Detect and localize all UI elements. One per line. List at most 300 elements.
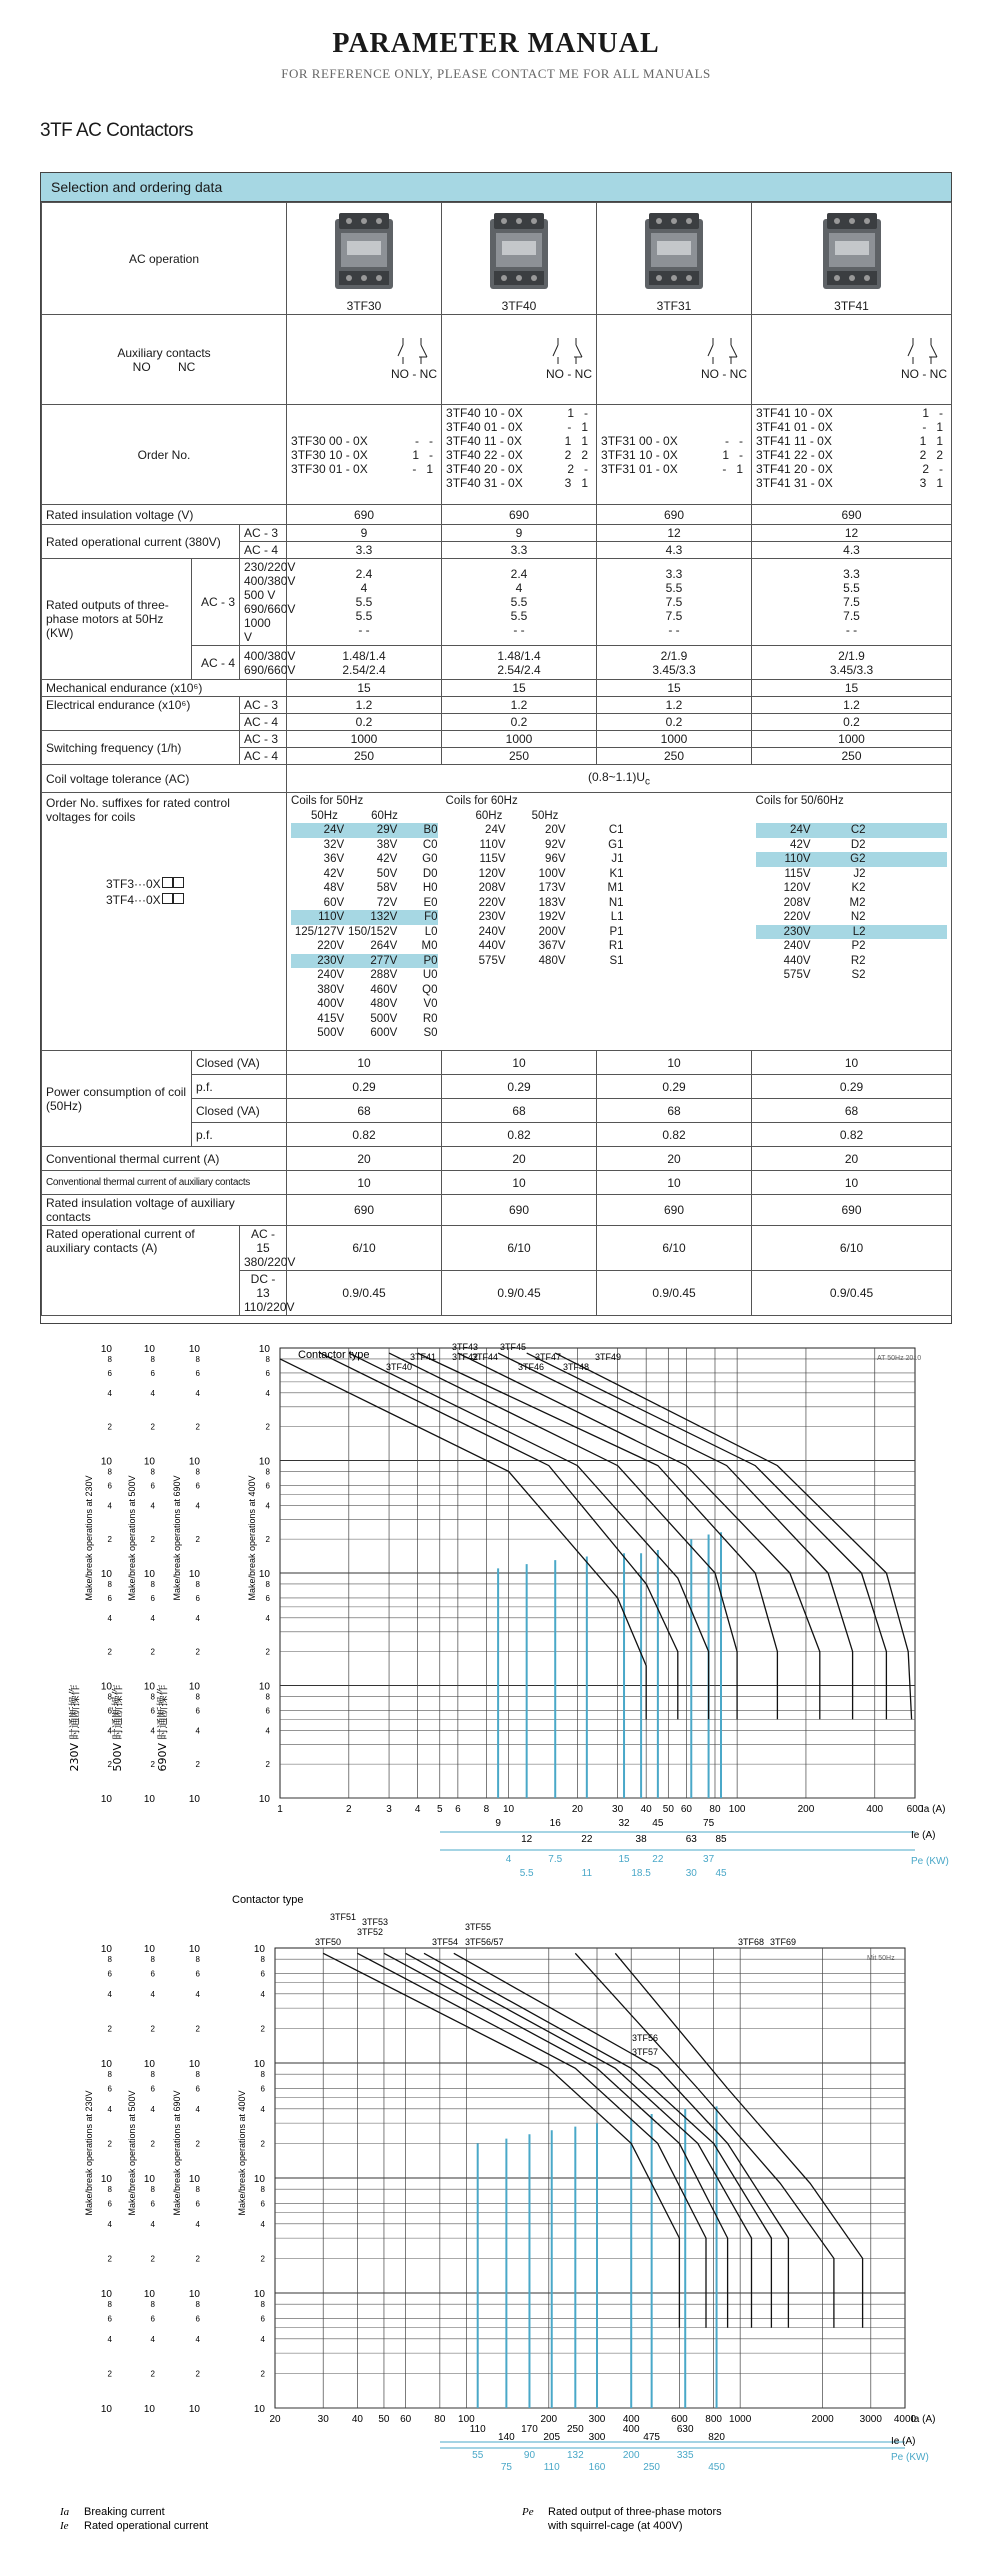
aux-config: 3 1: [564, 476, 589, 490]
coil-voltage: 367V: [538, 940, 566, 952]
order-code: 3TF4···0X: [106, 893, 161, 907]
footnote-pe2: with squirrel-cage (at 400V): [548, 2520, 683, 2532]
aux-config: 1 -: [922, 406, 944, 420]
y-tick-label: 10: [100, 1569, 112, 1580]
y-tick-label: 4: [265, 1501, 270, 1511]
y-tick-label: 8: [150, 2300, 155, 2310]
selection-panel: [40, 172, 952, 1324]
coil-tolerance-label: Coil voltage tolerance (AC): [46, 771, 190, 786]
y-tick-label: 2: [107, 2369, 112, 2379]
y-tick-label: 6: [260, 2084, 265, 2094]
y-tick-label: 8: [107, 1692, 112, 1702]
y-tick-label: 10: [188, 1681, 200, 1693]
value: 5.5: [355, 595, 373, 609]
coil-voltage: 60V: [323, 896, 345, 909]
coils-5060-header: Coils for 50/60Hz: [755, 795, 844, 807]
y-tick-label: 2: [107, 2254, 112, 2264]
coils-50-header: Coils for 50Hz: [291, 795, 364, 807]
coil-code: C0: [422, 838, 438, 851]
y-tick-label: 10: [253, 2059, 265, 2070]
aux-contacts-label: Auxiliary contacts: [117, 345, 211, 360]
y-tick-label: 6: [260, 2199, 265, 2209]
value: 1.2: [665, 698, 683, 712]
x-tick-label: 300: [588, 2414, 606, 2425]
coil-row: [756, 939, 948, 954]
dc13-label: DC - 13: [250, 1272, 276, 1300]
value: 5.5: [665, 581, 683, 595]
aux-config: 1 1: [564, 434, 589, 448]
coil-voltage: 500V: [370, 1012, 398, 1025]
x-tick-label: 20: [269, 2414, 281, 2425]
order-number: 3TF41 31 - 0X: [756, 476, 833, 490]
y-tick-label: 4: [150, 2219, 155, 2229]
coil-code: P1: [609, 925, 624, 938]
coil-code: N2: [850, 911, 866, 923]
table-row: [42, 793, 952, 1051]
coil-voltage: 42V: [790, 838, 811, 851]
y-tick-label: 2: [195, 1760, 200, 1770]
y-tick-label: 4: [260, 1989, 265, 1999]
ie-tick-label: 110: [469, 2424, 486, 2435]
y-tick-label: 4: [260, 2104, 265, 2114]
coil-voltage: 208V: [783, 896, 811, 909]
switching-freq-label: Switching frequency (1/h): [46, 740, 182, 755]
value: 5.5: [510, 609, 528, 623]
x-tick-label: 30: [612, 1804, 624, 1815]
y-tick-label: 10: [143, 2174, 155, 2185]
coil-row: [291, 910, 438, 925]
voltage: 400/380V: [244, 574, 296, 588]
table-row: [42, 1171, 952, 1195]
pe-tick-label: 18.5: [631, 1868, 651, 1879]
coil-voltage: 24V: [790, 824, 811, 836]
y-tick-label: 8: [260, 2300, 265, 2310]
coil-code: L2: [852, 925, 866, 938]
coil-code: S2: [851, 969, 866, 981]
y-tick-label: 6: [195, 1593, 200, 1603]
y-tick-label: 10: [100, 2289, 112, 2300]
y-tick-label: 10: [258, 1344, 270, 1355]
chart-note: AT 50Hz 2010: [877, 1355, 922, 1362]
coil-voltage: 208V: [478, 882, 506, 894]
value: 4: [515, 581, 523, 595]
y-tick-label: 8: [150, 1467, 155, 1477]
contactor-image: [639, 211, 709, 295]
y-axis-chinese-label: 500V 时通断操作: [111, 1684, 124, 1772]
value: 68: [844, 1103, 859, 1118]
x-tick-label: 3000: [859, 2414, 882, 2425]
coil-row: [291, 881, 438, 896]
coil-row: [291, 896, 438, 911]
ac3-label: AC - 3: [200, 595, 235, 609]
y-axis-title: Make/break operations at 500V: [127, 1475, 137, 1601]
ac4-label: AC - 4: [200, 655, 235, 670]
no-nc-label: NO - NC: [701, 367, 748, 381]
table-row: [42, 1147, 952, 1171]
footnote-ie-symbol: Ie: [60, 2520, 69, 2532]
y-tick-label: 6: [107, 2084, 112, 2094]
y-tick-label: 4: [150, 1726, 155, 1736]
y-tick-label: 10: [143, 1456, 155, 1468]
power-consumption-label: Power consumption of coil (50Hz): [46, 1084, 187, 1113]
x-tick-label: 600: [906, 1804, 924, 1815]
ie-axis-label: Ie (A): [891, 2436, 916, 2447]
y-tick-label: 4: [195, 1388, 200, 1398]
coil-code: K2: [851, 882, 866, 894]
value: 10: [844, 1055, 859, 1070]
value: - -: [358, 623, 370, 637]
coil-row: [756, 910, 948, 925]
y-tick-label: 10: [100, 1681, 112, 1693]
voltage: 690/660V: [244, 602, 296, 616]
value: 7.5: [843, 609, 860, 623]
x-tick-label: 40: [640, 1804, 652, 1815]
contactor-image: [329, 211, 399, 295]
contactor-type-name: 3TF41: [410, 1352, 437, 1362]
page-header: [0, 28, 992, 82]
value: 1.2: [355, 698, 373, 712]
value: 0.29: [352, 1079, 376, 1094]
x-tick-label: 80: [709, 1804, 721, 1815]
contactor-type-name: 3TF45: [500, 1342, 527, 1352]
order-number: 3TF40 01 - 0X: [446, 420, 523, 434]
lifetime-curve: [349, 1353, 709, 1719]
value: 2/1.9: [838, 648, 865, 663]
coil-row: [446, 823, 748, 838]
contactor-type-name: 3TF52: [357, 1927, 384, 1937]
y-axis-title: Make/break operations at 400V: [247, 1475, 257, 1601]
y-tick-label: 2: [195, 2139, 200, 2149]
coil-voltage: 480V: [538, 954, 566, 967]
coil-row: [446, 910, 748, 925]
coil-voltage: 120V: [478, 867, 506, 880]
contactor-image: [484, 211, 554, 295]
value: 690: [354, 1203, 375, 1217]
product-name: 3TF31: [656, 298, 692, 313]
y-tick-label: 10: [258, 1794, 270, 1805]
order-number: 3TF30 00 - 0X: [291, 433, 368, 448]
value: 690: [664, 507, 685, 522]
aux-config: 3 1: [919, 476, 944, 490]
x-tick-label: 60: [400, 2414, 412, 2425]
value: 10: [512, 1175, 526, 1190]
voltage: 690/660V: [244, 662, 296, 677]
y-tick-label: 2: [265, 1422, 270, 1432]
table-row: [42, 765, 952, 793]
aux-config: 1 -: [567, 406, 589, 420]
rated-insulation-label: Rated insulation voltage (V): [46, 507, 194, 522]
value: 6/10: [662, 1241, 686, 1255]
order-number: 3TF41 20 - 0X: [756, 462, 833, 476]
x-tick-label: 600: [671, 2414, 688, 2425]
y-tick-label: 10: [188, 2289, 200, 2300]
coil-code: G0: [422, 853, 438, 865]
ie-tick-label: 400: [622, 2424, 640, 2435]
y-tick-label: 6: [195, 1706, 200, 1716]
coil-voltage: 230V: [783, 925, 811, 938]
coil-voltage: 240V: [783, 940, 811, 952]
y-tick-label: 6: [107, 1593, 112, 1603]
y-tick-label: 4: [195, 1501, 200, 1511]
value: 0.82: [839, 1127, 864, 1142]
y-tick-label: 4: [107, 1613, 112, 1623]
y-tick-label: 10: [100, 1344, 112, 1355]
value: 690: [841, 507, 862, 522]
coil-code: C2: [850, 824, 866, 836]
coil-row: [291, 1012, 438, 1027]
aux-config: - 1: [922, 420, 944, 434]
contactor-type-name: 3TF44: [472, 1352, 499, 1362]
contactor-type-name: 3TF57: [632, 2047, 659, 2057]
coil-voltage: 96V: [545, 853, 566, 865]
value: 7.5: [665, 595, 683, 609]
order-code: 3TF3···0X: [106, 877, 161, 891]
value: 10: [844, 1175, 859, 1190]
value: 6/10: [839, 1241, 864, 1255]
contactor-type-label: Contactor type: [232, 1894, 304, 1906]
y-tick-label: 6: [150, 1368, 155, 1378]
value: 6/10: [352, 1241, 376, 1255]
value: 690: [509, 507, 530, 522]
y-tick-label: 6: [150, 1481, 155, 1491]
x-tick-label: 8: [483, 1804, 490, 1815]
y-tick-label: 10: [258, 1456, 270, 1468]
y-tick-label: 6: [150, 2084, 155, 2094]
coil-voltage: 110V: [318, 911, 345, 923]
coil-row: [756, 954, 948, 969]
coil-row: [291, 925, 438, 940]
y-tick-label: 6: [265, 1706, 270, 1716]
contactor-type-name: 3TF53: [362, 1917, 389, 1927]
table-row: [42, 505, 952, 525]
y-tick-label: 4: [265, 1613, 270, 1623]
x-tick-label: 6: [455, 1804, 461, 1815]
y-tick-label: 8: [150, 1955, 155, 1965]
coil-voltage: 440V: [478, 940, 506, 952]
coil-row: [446, 852, 748, 867]
value: 0.9/0.45: [652, 1286, 696, 1300]
value: 68: [357, 1103, 371, 1118]
coil-row: [756, 925, 948, 940]
coil-tolerance-sub: c: [645, 776, 651, 788]
coil-voltage: 575V: [783, 969, 811, 981]
y-tick-label: 8: [195, 1579, 200, 1589]
coil-voltage: 48V: [323, 882, 345, 894]
y-tick-label: 4: [150, 1388, 155, 1398]
contactor-image: [817, 211, 887, 295]
contactor-type-name: 3TF48: [563, 1362, 590, 1372]
nc-label: NC: [178, 359, 196, 374]
y-tick-label: 6: [265, 1368, 270, 1378]
pe-tick-label: 5.5: [519, 1868, 534, 1879]
y-tick-label: 2: [107, 2024, 112, 2034]
x-tick-label: 100: [458, 2414, 475, 2425]
coil-code: Q0: [422, 983, 438, 996]
rated-op-aux-label: Rated operational current of auxiliary contacts (A): [46, 1227, 195, 1255]
order-number: 3TF40 22 - 0X: [446, 448, 523, 462]
coil-voltage: 120V: [783, 882, 811, 894]
ie-tick-label: 250: [566, 2424, 584, 2435]
aux-contact-symbol-icon: [905, 338, 941, 364]
pe-tick-label: 110: [543, 2462, 560, 2473]
lifetime-curve: [406, 1953, 752, 2327]
coil-voltage: 230V: [478, 911, 506, 923]
ie-tick-label: 140: [498, 2432, 515, 2443]
coil-row: [291, 983, 438, 998]
value: 7.5: [665, 609, 683, 623]
coil-code: M1: [607, 882, 624, 894]
pe-tick-label: 335: [676, 2450, 694, 2461]
value: 20: [357, 1151, 371, 1166]
rated-outputs-label: Rated outputs of three-phase motors at 50Hz (KW): [46, 598, 169, 640]
y-tick-label: 2: [107, 1535, 112, 1545]
y-tick-label: 4: [107, 1726, 112, 1736]
value: 10: [667, 1055, 681, 1070]
selection-table: [41, 202, 952, 1316]
coil-voltage: 173V: [538, 882, 566, 894]
y-tick-label: 6: [260, 1969, 265, 1979]
y-tick-label: 10: [188, 1344, 200, 1355]
x-tick-label: 200: [797, 1804, 815, 1815]
y-tick-label: 10: [188, 1944, 200, 1955]
hz: 50Hz: [311, 809, 338, 822]
y-tick-label: 10: [258, 1569, 270, 1580]
coil-voltage: 220V: [317, 940, 345, 952]
voltage: 400/380V: [244, 648, 296, 663]
y-tick-label: 4: [107, 1388, 112, 1398]
coil-code: G1: [608, 838, 624, 851]
pe-tick-label: 37: [703, 1854, 715, 1865]
y-tick-label: 6: [265, 1593, 270, 1603]
y-tick-label: 8: [107, 1467, 112, 1477]
coil-voltage: 288V: [370, 969, 398, 981]
contactor-type-name: 3TF50: [315, 1937, 342, 1947]
y-axis-title: Make/break operations at 500V: [127, 2090, 137, 2216]
value: 20: [667, 1151, 681, 1166]
coil-row: [446, 896, 748, 911]
chart-breaking-current-3tf5: [0, 1893, 992, 2560]
value: 5.5: [843, 581, 860, 595]
pe-axis-label: Pe (KW): [911, 1856, 949, 1867]
value: 690: [841, 1203, 862, 1217]
value: 250: [841, 749, 862, 763]
pe-tick-label: 90: [523, 2450, 536, 2461]
table-row: [42, 697, 952, 714]
coil-code: C1: [608, 824, 624, 836]
x-tick-label: 30: [317, 2414, 329, 2425]
pe-tick-label: 132: [566, 2450, 584, 2461]
coil-row: [291, 954, 438, 969]
contactor-type-name: 3TF56: [632, 2033, 659, 2043]
coil-code: S1: [609, 954, 624, 967]
y-tick-label: 2: [150, 1535, 155, 1545]
y-tick-label: 8: [260, 2185, 265, 2195]
order-number: 3TF41 22 - 0X: [756, 448, 833, 462]
y-tick-label: 8: [260, 1955, 265, 1965]
product-name: 3TF40: [501, 298, 537, 313]
lifetime-curve: [418, 1353, 778, 1719]
value: 0.2: [665, 715, 683, 729]
y-tick-label: 4: [260, 2219, 265, 2229]
y-tick-label: 4: [107, 2104, 112, 2114]
y-tick-label: 6: [195, 2084, 200, 2094]
x-tick-label: 50: [378, 2414, 390, 2425]
coil-row: [446, 939, 748, 954]
ac4-label: AC - 4: [244, 715, 279, 729]
ie-tick-label: 75: [703, 1818, 715, 1829]
y-tick-label: 2: [107, 1422, 112, 1432]
ie-tick-label: 38: [635, 1834, 647, 1845]
coil-code: J1: [611, 853, 624, 865]
coil-voltage: 480V: [370, 998, 398, 1010]
value: 2.4: [355, 567, 373, 581]
hz: 60Hz: [371, 809, 398, 822]
coil-row: [446, 867, 748, 882]
aux-contact-symbol-icon: [395, 338, 431, 364]
y-tick-label: 4: [195, 1989, 200, 1999]
no-nc-label: NO - NC: [546, 367, 593, 381]
y-tick-label: 4: [195, 1613, 200, 1623]
value: 7.5: [843, 595, 860, 609]
y-tick-label: 6: [265, 1481, 270, 1491]
contactor-type-name: 3TF47: [535, 1352, 562, 1362]
value: 2.54/2.4: [342, 662, 386, 677]
y-tick-label: 4: [150, 1613, 155, 1623]
y-tick-label: 6: [195, 1368, 200, 1378]
coil-code: G2: [850, 853, 866, 865]
dc13-voltage: 110/220V: [244, 1300, 295, 1314]
ie-tick-label: 16: [549, 1818, 561, 1829]
product-name: 3TF30: [346, 298, 382, 313]
lifetime-curve: [498, 1353, 852, 1719]
value: 1000: [660, 732, 688, 746]
y-tick-label: 6: [107, 2199, 112, 2209]
ie-tick-label: 820: [708, 2432, 725, 2443]
value: 4: [360, 581, 368, 595]
value: 15: [667, 681, 681, 695]
row-label: Conventional thermal current of auxiliary contacts: [46, 1177, 250, 1188]
value: 10: [667, 1175, 681, 1190]
value: 5.5: [510, 595, 528, 609]
value: 12: [667, 526, 681, 540]
y-tick-label: 2: [260, 2139, 265, 2149]
y-tick-label: 4: [195, 2219, 200, 2229]
contactor-type-name: 3TF56/57: [465, 1937, 504, 1947]
table-row: [42, 680, 952, 697]
y-tick-label: 2: [195, 2024, 200, 2034]
coil-voltage: 240V: [478, 925, 506, 938]
coil-code: P0: [423, 954, 438, 967]
coil-code: R2: [850, 954, 866, 967]
value: 0.9/0.45: [497, 1286, 541, 1300]
y-axis-chinese-label: 690V 时通断操作: [156, 1684, 169, 1772]
coil-code: F0: [424, 911, 438, 923]
y-tick-label: 4: [265, 1726, 270, 1736]
coil-voltage: 415V: [317, 1012, 345, 1025]
y-tick-label: 8: [107, 2300, 112, 2310]
aux-contact-symbol-icon: [705, 338, 741, 364]
ie-tick-label: 205: [543, 2432, 561, 2443]
coil-code: R1: [608, 940, 624, 952]
aux-config: 1 1: [919, 434, 944, 448]
y-tick-label: 8: [150, 1354, 155, 1364]
aux-config: 1 -: [722, 447, 744, 462]
x-tick-label: 50: [662, 1804, 674, 1815]
y-tick-label: 10: [143, 1944, 155, 1955]
coil-code: H0: [422, 882, 438, 894]
lifetime-curve: [384, 1953, 728, 2327]
value: 1.48/1.4: [342, 648, 386, 663]
